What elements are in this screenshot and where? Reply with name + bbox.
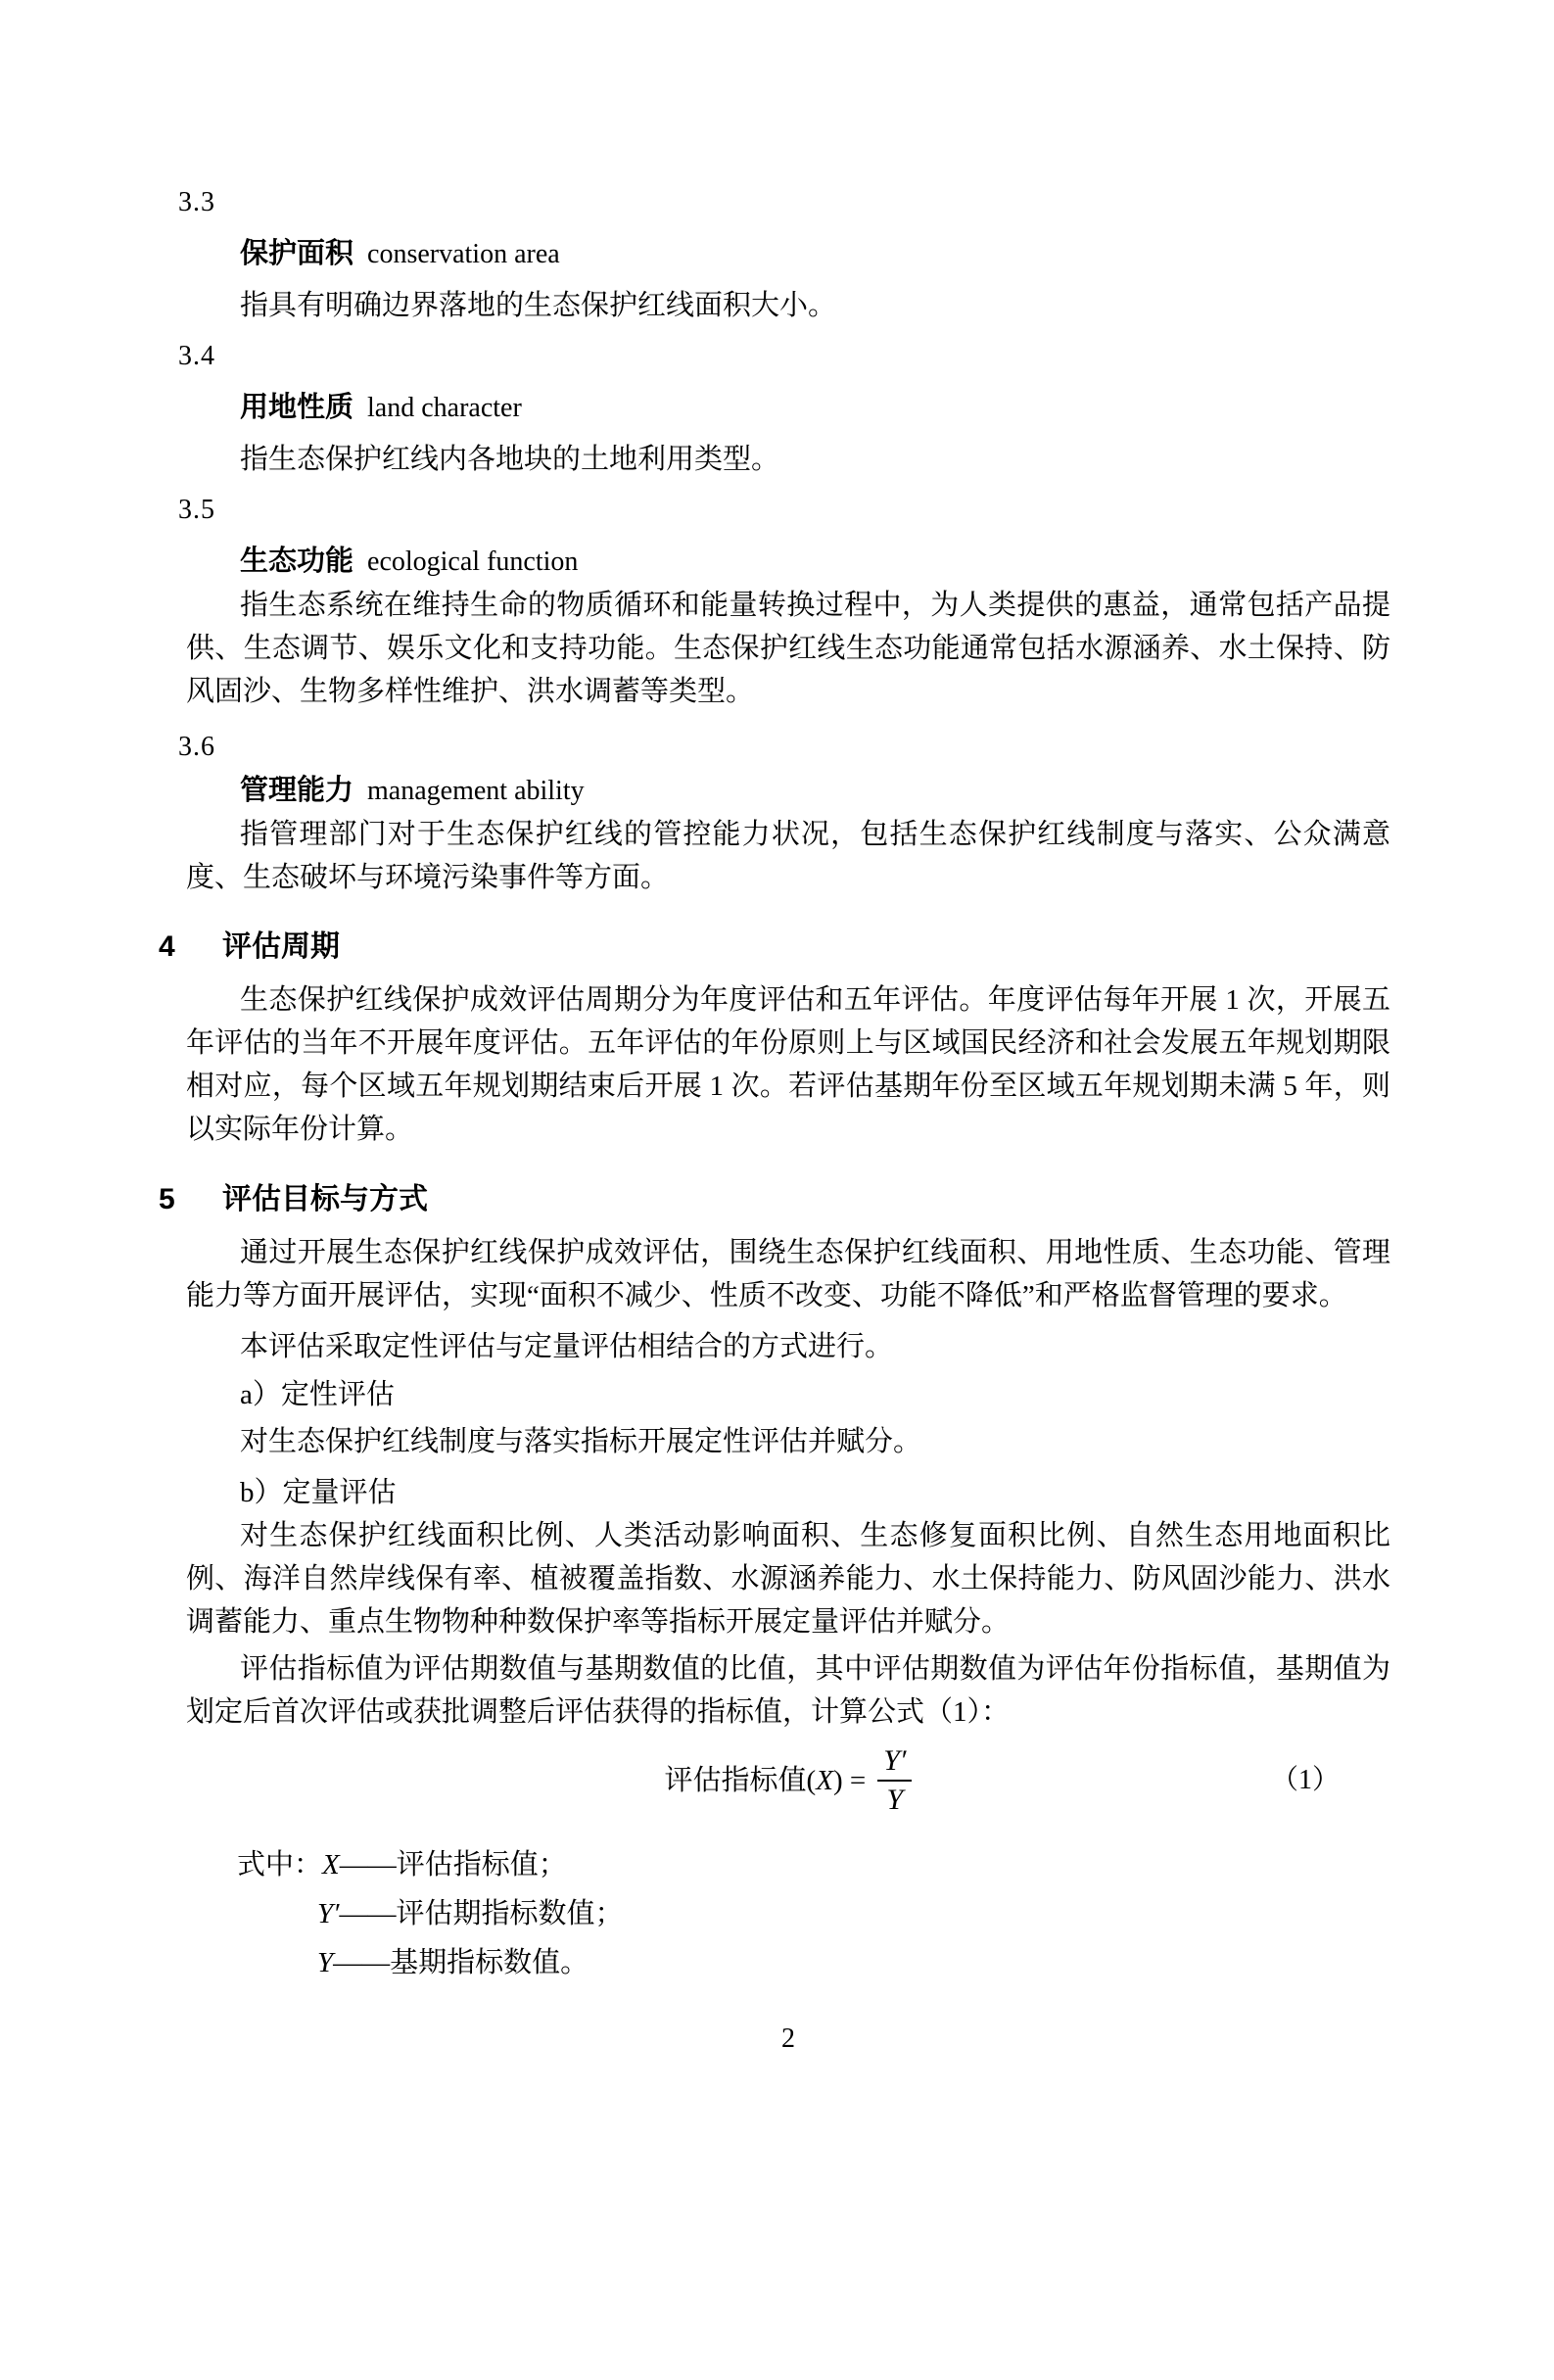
term-en-3-3: conservation area	[367, 239, 560, 269]
formula-denominator: Y	[886, 1784, 904, 1816]
formula-fraction	[877, 1742, 912, 1819]
where-desc-y-prime: ——评估期指标数值；	[339, 1898, 624, 1929]
where-desc-y: ——基期指标数值。	[333, 1947, 589, 1978]
term-zh-3-5: 生态功能	[240, 546, 354, 577]
where-clause-y	[186, 1941, 1390, 1984]
term-heading-3-4	[186, 386, 1390, 430]
document-content	[159, 181, 1390, 2061]
section-5-paragraph-2: 本评估采取定性评估与定量评估相结合的方式进行。	[240, 1331, 894, 1362]
list-item-a-label: a）定性评估	[240, 1379, 395, 1410]
where-symbol-y: Y	[317, 1947, 334, 1978]
term-en-3-4: land character	[367, 393, 522, 423]
list-item-b-text: 对生态保护红线面积比例、人类活动影响面积、生态修复面积比例、自然生态用地面积比例、海洋自然岸线保有率、植被覆盖指数、水源涵养能力、水土保持能力、防风固沙能力、洪水调蓄能力、重点生物物种种数保护率等指标开展定量评估并赋分。	[186, 1520, 1390, 1638]
where-clause-y-prime	[186, 1892, 1390, 1935]
where-symbol-x: X	[322, 1849, 340, 1880]
clause-number-3-6: 3.6	[178, 732, 215, 762]
clause-number-3-3: 3.3	[178, 187, 215, 217]
term-definition-3-4: 指生态保护红线内各地块的土地利用类型。	[240, 444, 780, 475]
term-heading-3-6	[186, 769, 1390, 813]
term-definition-3-5: 指生态系统在维持生命的物质循环和能量转换过程中，为人类提供的惠益，通常包括产品提供、生态调节、娱乐文化和支持功能。生态保护红线生态功能通常包括水源涵养、水土保持、防风固沙、生物多样性维护、洪水调蓄等类型。	[186, 590, 1390, 707]
term-en-3-5: ecological function	[367, 547, 579, 577]
section-4-paragraph: 生态保护红线保护成效评估周期分为年度评估和五年评估。年度评估每年开展 1 次，开展五年评估的当年不开展年度评估。五年评估的年份原则上与区域国民经济和社会发展五年规划期限相对应，每个区域五年规划期结束后开展 1 次。若评估基期年份至区域五年规划期未满 5 年，则以实际年份计算。	[186, 984, 1390, 1145]
list-item-a-text: 对生态保护红线制度与落实指标开展定性评估并赋分。	[240, 1426, 922, 1457]
list-item-b-label: b）定量评估	[240, 1477, 397, 1508]
formula-1	[186, 1734, 1390, 1828]
clause-number-3-4: 3.4	[178, 341, 215, 371]
equation-number: （1）	[1270, 1765, 1340, 1795]
section-title-4: 评估周期	[222, 930, 340, 963]
section-title-5: 评估目标与方式	[222, 1183, 428, 1215]
where-symbol-y-prime: Y′	[317, 1898, 340, 1929]
where-clause-x	[186, 1843, 1390, 1886]
term-heading-3-3	[186, 232, 1390, 276]
formula-variable-x: X	[816, 1765, 833, 1796]
document-page	[0, 181, 1554, 2380]
section-number-5: 5	[159, 1183, 175, 1215]
page-number: 2	[781, 2023, 795, 2054]
formula-lhs	[665, 1759, 867, 1802]
term-definition-3-6: 指管理部门对于生态保护红线的管控能力状况，包括生态保护红线制度与落实、公众满意度、生态破坏与环境污染事件等方面。	[186, 819, 1390, 893]
section-5-paragraph-3: 评估指标值为评估期数值与基期数值的比值，其中评估期数值为评估年份指标值，基期值为划定后首次评估或获批调整后评估获得的指标值，计算公式（1）：	[186, 1653, 1390, 1728]
section-number-4: 4	[159, 930, 175, 963]
term-definition-3-3: 指具有明确边界落地的生态保护红线面积大小。	[240, 290, 837, 321]
formula-label: 评估指标值(	[664, 1765, 817, 1796]
formula-equals: ) =	[832, 1765, 867, 1796]
where-label: 式中：	[237, 1849, 323, 1880]
formula-numerator: Y′	[883, 1744, 907, 1777]
term-heading-3-5	[186, 540, 1390, 584]
term-zh-3-4: 用地性质	[240, 392, 354, 423]
section-5-paragraph-1: 通过开展生态保护红线保护成效评估，围绕生态保护红线面积、用地性质、生态功能、管理能力等方面开展评估，实现“面积不减少、性质不改变、功能不降低”和严格监督管理的要求。	[186, 1237, 1390, 1311]
term-en-3-6: management ability	[367, 776, 585, 806]
clause-number-3-5: 3.5	[178, 495, 215, 525]
where-desc-x: ——评估指标值；	[339, 1849, 567, 1880]
section-heading-5	[159, 1178, 1390, 1221]
section-heading-4	[159, 926, 1390, 969]
term-zh-3-6: 管理能力	[240, 775, 354, 806]
term-zh-3-3: 保护面积	[240, 238, 354, 269]
